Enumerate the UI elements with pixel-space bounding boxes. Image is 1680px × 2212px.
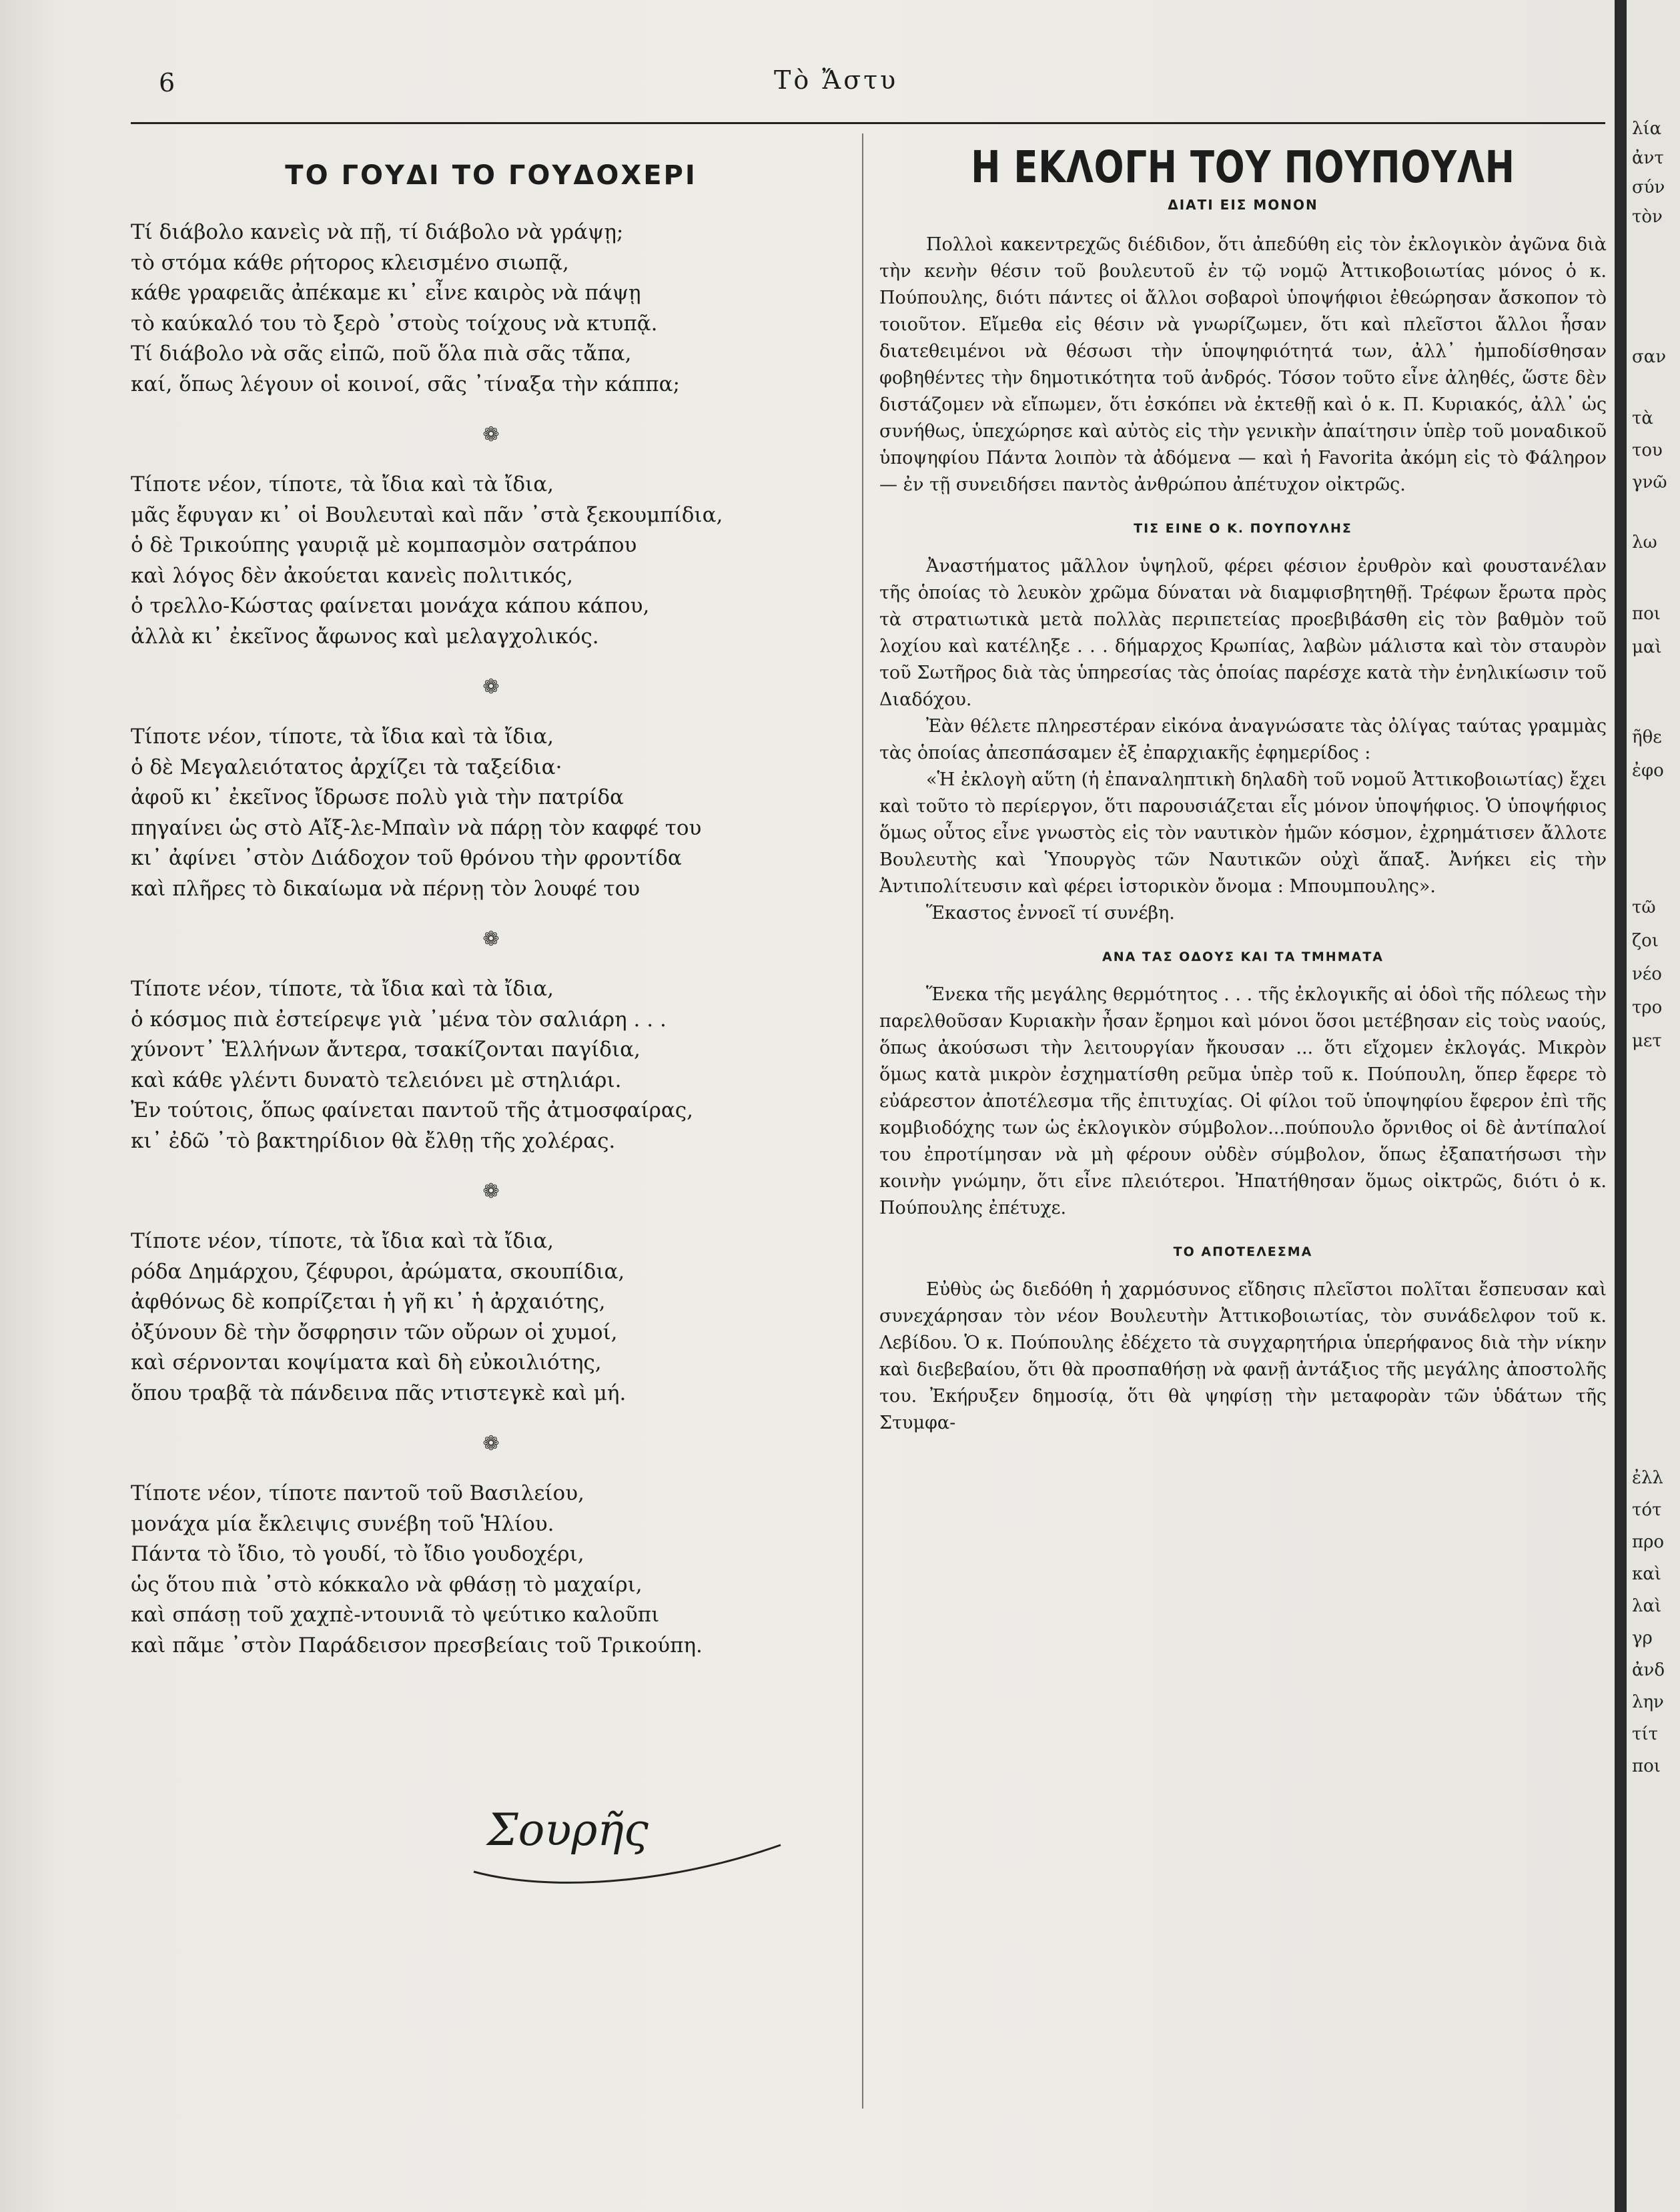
- verse-line: ἀφοῦ κι᾽ ἐκεῖνος ἴδρωσε πολὺ γιὰ τὴν πατρίδα: [131, 785, 624, 809]
- verse-line: ὀξύνουν δὲ τὴν ὄσφρησιν τῶν οὔρων οἱ χυμοί,: [131, 1320, 618, 1345]
- stanza-3: [131, 722, 851, 904]
- verse-line: καί, ὅπως λέγουν οἱ κοινοί, σᾶς ᾽τίναξα τὴν κάππα;: [131, 372, 680, 396]
- header-rule: [131, 122, 1605, 124]
- page-number: 6: [159, 68, 175, 97]
- verse-line: καὶ σπάσῃ τοῦ χαχπὲ-ντουνιᾶ τὸ ψεύτικο καλοῦπι: [131, 1603, 660, 1627]
- article-paragraph: Ἐὰν θέλετε πληρεστέραν εἰκόνα ἀναγνώσατε τὰς ὀλίγας ταύτας γραμμὰς τὰς ὁποίας ἀπεσπάσαμεν ἐξ ἐπαρχιακῆς ἐφημερίδος :: [879, 716, 1607, 763]
- author-signature: Σουρῆς: [487, 1804, 649, 1856]
- page-fragment: λην: [1632, 1692, 1664, 1712]
- article-paragraph: Εὐθὺς ὡς διεδόθη ἡ χαρμόσυνος εἴδησις πλεῖστοι πολῖται ἔσπευσαν καὶ συνεχάρησαν τὸν νέον Βουλευτὴν Ἀττικοβοιωτίας, τὸν συνάδελφον τοῦ κ. Λεβίδου. Ὁ κ. Πούπουλης ἐδέχετο τὰ συγχαρητήρια ὑπερήφανος διὰ τὴν νίκην καὶ διεβεβαίου, ὅτι θὰ προσπαθήσῃ νὰ φανῇ ἀντάξιος τῆς μεγάλης ἀποστολῆς του. Ἐκήρυξεν δημοσίᾳ, ὅτι θὰ ψηφίσῃ τὴν μεταφορὰν τῶν ὑδάτων τῆς Στυμφα-: [879, 1279, 1607, 1433]
- page-fragment: λία: [1632, 119, 1662, 139]
- page-fragment: τίτ: [1632, 1724, 1658, 1744]
- verse-line: καὶ πᾶμε ᾽στὸν Παράδεισον πρεσβείαις τοῦ Τρικούπη.: [131, 1633, 703, 1657]
- article-quote: «Ἡ ἐκλογὴ αὕτη (ἡ ἐπαναληπτικὴ δηλαδὴ τοῦ νομοῦ Ἀττικοβοιωτίας) ἔχει καὶ τοῦτο τὸ περίεργον, ὅτι παρουσιάζεται εἷς μόνον ὑποψήφιος. Ὁ ὑποψήφιος ὅμως οὗτος εἶνε γνωστὸς εἰς τὸν ναυτικὸν ἡμῶν κόσμον, ἐχρημάτισεν ἄλλοτε Βουλευτὴς καὶ Ὑπουργὸς τῶν Ναυτικῶν οὐχὶ ἅπαξ. Ἀνήκει εἰς τὴν Ἀντιπολίτευσιν καὶ φέρει ἱστορικὸν ὄνομα : Μπουμπουλης».: [879, 769, 1607, 897]
- page-fragment: λαὶ: [1632, 1596, 1662, 1616]
- page-fragment: μαὶ: [1632, 637, 1662, 657]
- ornament-divider: ❁: [482, 1180, 500, 1203]
- verse-line: ἀλλὰ κι᾽ ἐκεῖνος ἄφωνος καὶ μελαγχολικός.: [131, 624, 599, 649]
- ornament-divider: ❁: [482, 423, 500, 446]
- page-fragment: γνῶ: [1632, 472, 1667, 492]
- verse-line: ἀφθόνως δὲ κοπρίζεται ἡ γῆ κι᾽ ἡ ἀρχαιότης,: [131, 1290, 606, 1314]
- verse-line: Τίποτε νέον, τίποτε, τὰ ἴδια καὶ τὰ ἴδια,: [131, 725, 554, 749]
- verse-line: ὁ κόσμος πιὰ ἐστείρεψε γιὰ ᾽μένα τὸν σαλιάρη . . .: [131, 1007, 667, 1032]
- verse-line: καὶ κάθε γλέντι δυνατὸ τελειόνει μὲ στηλιάρι.: [131, 1068, 622, 1092]
- stanza-4: [131, 974, 851, 1156]
- verse-line: Τίποτε νέον, τίποτε, τὰ ἴδια καὶ τὰ ἴδια,: [131, 1229, 554, 1253]
- stanza-2: [131, 470, 851, 652]
- page-fragment: προ: [1632, 1532, 1665, 1552]
- page-fragment: τὰ: [1632, 408, 1653, 428]
- poem-column: [131, 160, 851, 1661]
- section-heading: ΤΟ ΑΠΟΤΕΛΕΣΜΑ: [1173, 1244, 1313, 1259]
- verse-line: Ἐν τούτοις, ὅπως φαίνεται παντοῦ τῆς ἀτμοσφαίρας,: [131, 1098, 693, 1122]
- verse-line: ὁ δὲ Μεγαλειότατος ἀρχίζει τὰ ταξείδια·: [131, 755, 562, 779]
- stanza-6: [131, 1479, 851, 1661]
- page-fragment: τῶ: [1632, 897, 1656, 917]
- article-paragraph: Πολλοὶ κακεντρεχῶς διέδιδον, ὅτι ἀπεδύθη εἰς τὸν ἐκλογικὸν ἀγῶνα διὰ τὴν κενὴν θέσιν τοῦ βουλευτοῦ ἐν τῷ νομῷ Ἀττικοβοιωτίας μόνος ὁ κ. Πούπουλης, διότι πάντες οἱ ἄλλοι σοβαροὶ ὑποψήφιοι ἐθεώρησαν ἄσκοπον τὸ τοιοῦτον. Εἴμεθα εἰς θέσιν νὰ γνωρίζωμεν, ὅτι καὶ πλεῖστοι ἄλλοι ἦσαν διατεθειμένοι νὰ θέσωσι τὴν ὑποψηφιότητά των, ἀλλ᾽ ἠμποδίσθησαν φοβηθέντες τὴν δημοτικότητα τοῦ ἀνδρός. Τόσον τοῦτο εἶνε ἀληθές, ὥστε δὲν διστάζομεν νὰ εἴπωμεν, ὅτι ἐσκόπει νὰ ἐκτεθῇ καὶ ὁ κ. Π. Κυριακός, ἀλλ᾽ ὡς συνήθως, ὑπεχώρησε καὶ αὐτὸς εἰς τὴν γενικὴν ἀπαίτησιν ὑπὲρ τοῦ μοναδικοῦ ὑποψηφίου Πάντα λοιπὸν τὰ ἀδόμενα — καὶ ἡ Favorita ἀκόμη εἰς τὸ Φάληρον — ἐν τῇ συνειδήσει παντὸς ἀνθρώπου ἀπέτυχον οἰκτρῶς.: [879, 234, 1607, 495]
- page-fragment: ἀντ: [1632, 148, 1664, 168]
- verse-line: Τί διάβολο κανεὶς νὰ πῇ, τί διάβολο νὰ γράψῃ;: [131, 220, 624, 244]
- verse-line: ρόδα Δημάρχου, ζέφυροι, ἀρώματα, σκουπίδια,: [131, 1259, 625, 1284]
- page-fragment: ποι: [1632, 604, 1661, 624]
- ornament-divider: ❁: [482, 1432, 500, 1455]
- page-fragment: τὸν: [1632, 207, 1663, 227]
- page-fragment: καὶ: [1632, 1564, 1662, 1584]
- verse-line: ὡς ὅτου πιὰ ᾽στὸ κόκκαλο νὰ φθάσῃ τὸ μαχαίρι,: [131, 1572, 643, 1597]
- verse-line: κι᾽ ἀφίνει ᾽στὸν Διάδοχον τοῦ θρόνου τὴν φροντίδα: [131, 846, 682, 870]
- page-fragment: νέο: [1632, 964, 1662, 984]
- article-subtitle: ΔΙΑΤΙ ΕΙΣ ΜΟΝΟΝ: [1168, 197, 1318, 213]
- verse-line: Τί διάβολο νὰ σᾶς εἰπῶ, ποῦ ὅλα πιὰ σᾶς τἄπα,: [131, 342, 632, 366]
- verse-line: Τίποτε νέον, τίποτε, τὰ ἴδια καὶ τὰ ἴδια,: [131, 472, 554, 496]
- page-fragment: μετ: [1632, 1031, 1662, 1051]
- verse-line: μᾶς ἔφυγαν κι᾽ οἱ Βουλευταὶ καὶ πᾶν ᾽στὰ ξεκουμπίδια,: [131, 502, 723, 527]
- page-fragment: του: [1632, 440, 1663, 460]
- verse-line: Τίποτε νέον, τίποτε, τὰ ἴδια καὶ τὰ ἴδια,: [131, 977, 554, 1001]
- ornament-divider: ❁: [482, 675, 500, 699]
- article-paragraph: Ἕκαστος ἐννοεῖ τί συνέβη.: [926, 903, 1175, 924]
- article-paragraph: Ἀναστήματος μᾶλλον ὑψηλοῦ, φέρει φέσιον ἐρυθρὸν καὶ φουστανέλαν τῆς ὁποίας τὸ λευκὸν χρῶμα δύναται νὰ διαμφισβητηθῇ. Τρέφων ἔρωτα πρὸς τὰ στρατιωτικὰ μετὰ πολλὰς περιπετείας προεβιβάσθη εἰς τὸν βαθμὸν τοῦ λοχίου καὶ κατέληξε . . . δήμαρχος Κρωπίας, λαβὼν μάλιστα καὶ τὸν σταυρὸν τοῦ Σωτῆρος διὰ τὰς ὑπηρεσίας τὰς ὁποίας παρέσχε κατὰ τὴν ἐνηλικίωσιν τοῦ Διαδόχου.: [879, 556, 1607, 710]
- page-fragment: τρο: [1632, 998, 1663, 1018]
- verse-line: ὅπου τραβᾷ τὰ πάνδεινα πᾶς ντιστεγκὲ καὶ μή.: [131, 1381, 626, 1405]
- section-heading: ΤΙΣ ΕΙΝΕ Ο Κ. ΠΟΥΠΟΥΛΗΣ: [1134, 521, 1352, 536]
- article-paragraph: Ἕνεκα τῆς μεγάλης θερμότητος . . . τῆς ἐκλογικῆς αἱ ὁδοὶ τῆς πόλεως τὴν παρελθοῦσαν Κυριακὴν ἦσαν ἔρημοι καὶ μόνοι ὅσοι μετέβησαν εἰς τοὺς ναούς, ὅπως ἀκούσωσι τὴν λειτουργίαν ἤκουσαν ... ὅτι εἴχομεν ἐκλογάς. Μικρὸν ὅμως κατὰ μικρὸν ἐσχηματίσθη ρεῦμα ὑπὲρ τοῦ κ. Πούπουλη, ὅπερ ἔφερε τὸ εὐάρεστον ἀποτέλεσμα τῆς ἐπιτυχίας. Οἱ φίλοι τοῦ ὑποψηφίου ἔφερον ἐπὶ τῆς κομβιοδόχης των ὡς ἐκλογικὸν σύμβολον...πούπουλο ὄρνιθος οἱ δὲ ἀντίπαλοί του ἐπροτίμησαν νὰ μὴ φέρουν οὐδὲν σύμβολον, ὅπως ἐξαπατήσωσι τὴν κοινὴν γνώμην, ὅτι εἶνε πλειότεροι. Ἠπατήθησαν ὅμως οἰκτρῶς, διότι ὁ κ. Πούπουλης ἐπέτυχε.: [879, 984, 1607, 1218]
- verse-line: κάθε γραφειᾶς ἀπέκαμε κι᾽ εἶνε καιρὸς νὰ πάψῃ: [131, 281, 641, 305]
- verse-line: Τίποτε νέον, τίποτε παντοῦ τοῦ Βασιλείου,: [131, 1481, 584, 1505]
- verse-line: ὁ δὲ Τρικούπης γαυριᾷ μὲ κομπασμὸν σατράπου: [131, 533, 637, 557]
- adjacent-page-edge: [1627, 0, 1680, 2212]
- verse-line: κι᾽ ἐδῶ ᾽τὸ βακτηρίδιον θὰ ἔλθῃ τῆς χολέρας.: [131, 1128, 616, 1153]
- section-heading: ΑΝΑ ΤΑΣ ΟΔΟΥΣ ΚΑΙ ΤΑ ΤΜΗΜΑΤΑ: [1102, 950, 1384, 964]
- column-divider: [862, 133, 863, 2109]
- page-fragment: σαν: [1632, 347, 1667, 367]
- page-fragment: σύν: [1632, 177, 1665, 198]
- verse-line: Πάντα τὸ ἴδιο, τὸ γουδί, τὸ ἴδιο γουδοχέρι,: [131, 1542, 584, 1566]
- verse-line: τὸ στόμα κάθε ρήτορος κλεισμένο σιωπᾷ,: [131, 250, 569, 275]
- verse-line: πηγαίνει ὡς στὸ Αἴξ-λε-Μπαὶν νὰ πάρῃ τὸν καφφέ του: [131, 815, 702, 840]
- book-spine-shadow: [1615, 0, 1627, 2212]
- verse-line: μονάχα μία ἔκλειψις συνέβη τοῦ Ἡλίου.: [131, 1511, 554, 1536]
- verse-line: καὶ πλῆρες τὸ δικαίωμα νὰ πέρνῃ τὸν λουφέ του: [131, 876, 641, 901]
- page-fragment: γρ: [1632, 1628, 1653, 1648]
- running-title: Τὸ Ἄστυ: [774, 65, 899, 95]
- signature-flourish: [467, 1832, 787, 1892]
- page-fragment: τότ: [1632, 1500, 1662, 1520]
- page-fragment: ἐλλ: [1632, 1468, 1663, 1488]
- stanza-5: [131, 1226, 851, 1409]
- page-fragment: ῆθε: [1632, 727, 1662, 747]
- article-column: [879, 141, 1607, 1437]
- page-fragment: ἐφο: [1632, 761, 1664, 781]
- page-fragment: ποι: [1632, 1756, 1661, 1776]
- page-fragment: λω: [1632, 532, 1657, 552]
- verse-line: καὶ σέρνονται κοψίματα καὶ δὴ εὐκοιλιότης,: [131, 1351, 602, 1375]
- verse-line: τὸ καύκαλό του τὸ ξερὸ ᾽στοὺς τοίχους νὰ κτυπᾷ.: [131, 311, 658, 336]
- page-fragment: ζοι: [1632, 931, 1659, 951]
- stanza-1: [131, 218, 851, 400]
- poem-title: ΤΟ ΓΟΥΔΙ ΤΟ ΓΟΥΔΟΧΕΡΙ: [285, 160, 697, 191]
- page-fragment: ἀνδ: [1632, 1660, 1665, 1680]
- verse-line: καὶ λόγος δὲν ἀκούεται κανεὶς πολιτικός,: [131, 563, 573, 588]
- verse-line: χύνοντ᾽ Ἑλλήνων ἄντερα, τσακίζονται παγίδια,: [131, 1038, 641, 1062]
- verse-line: ὁ τρελλο-Κώστας φαίνεται μονάχα κάπου κάπου,: [131, 594, 650, 618]
- ornament-divider: ❁: [482, 928, 500, 951]
- article-title: Η ΕΚΛΟΓΗ ΤΟΥ ΠΟΥΠΟΥΛΗ: [971, 141, 1515, 193]
